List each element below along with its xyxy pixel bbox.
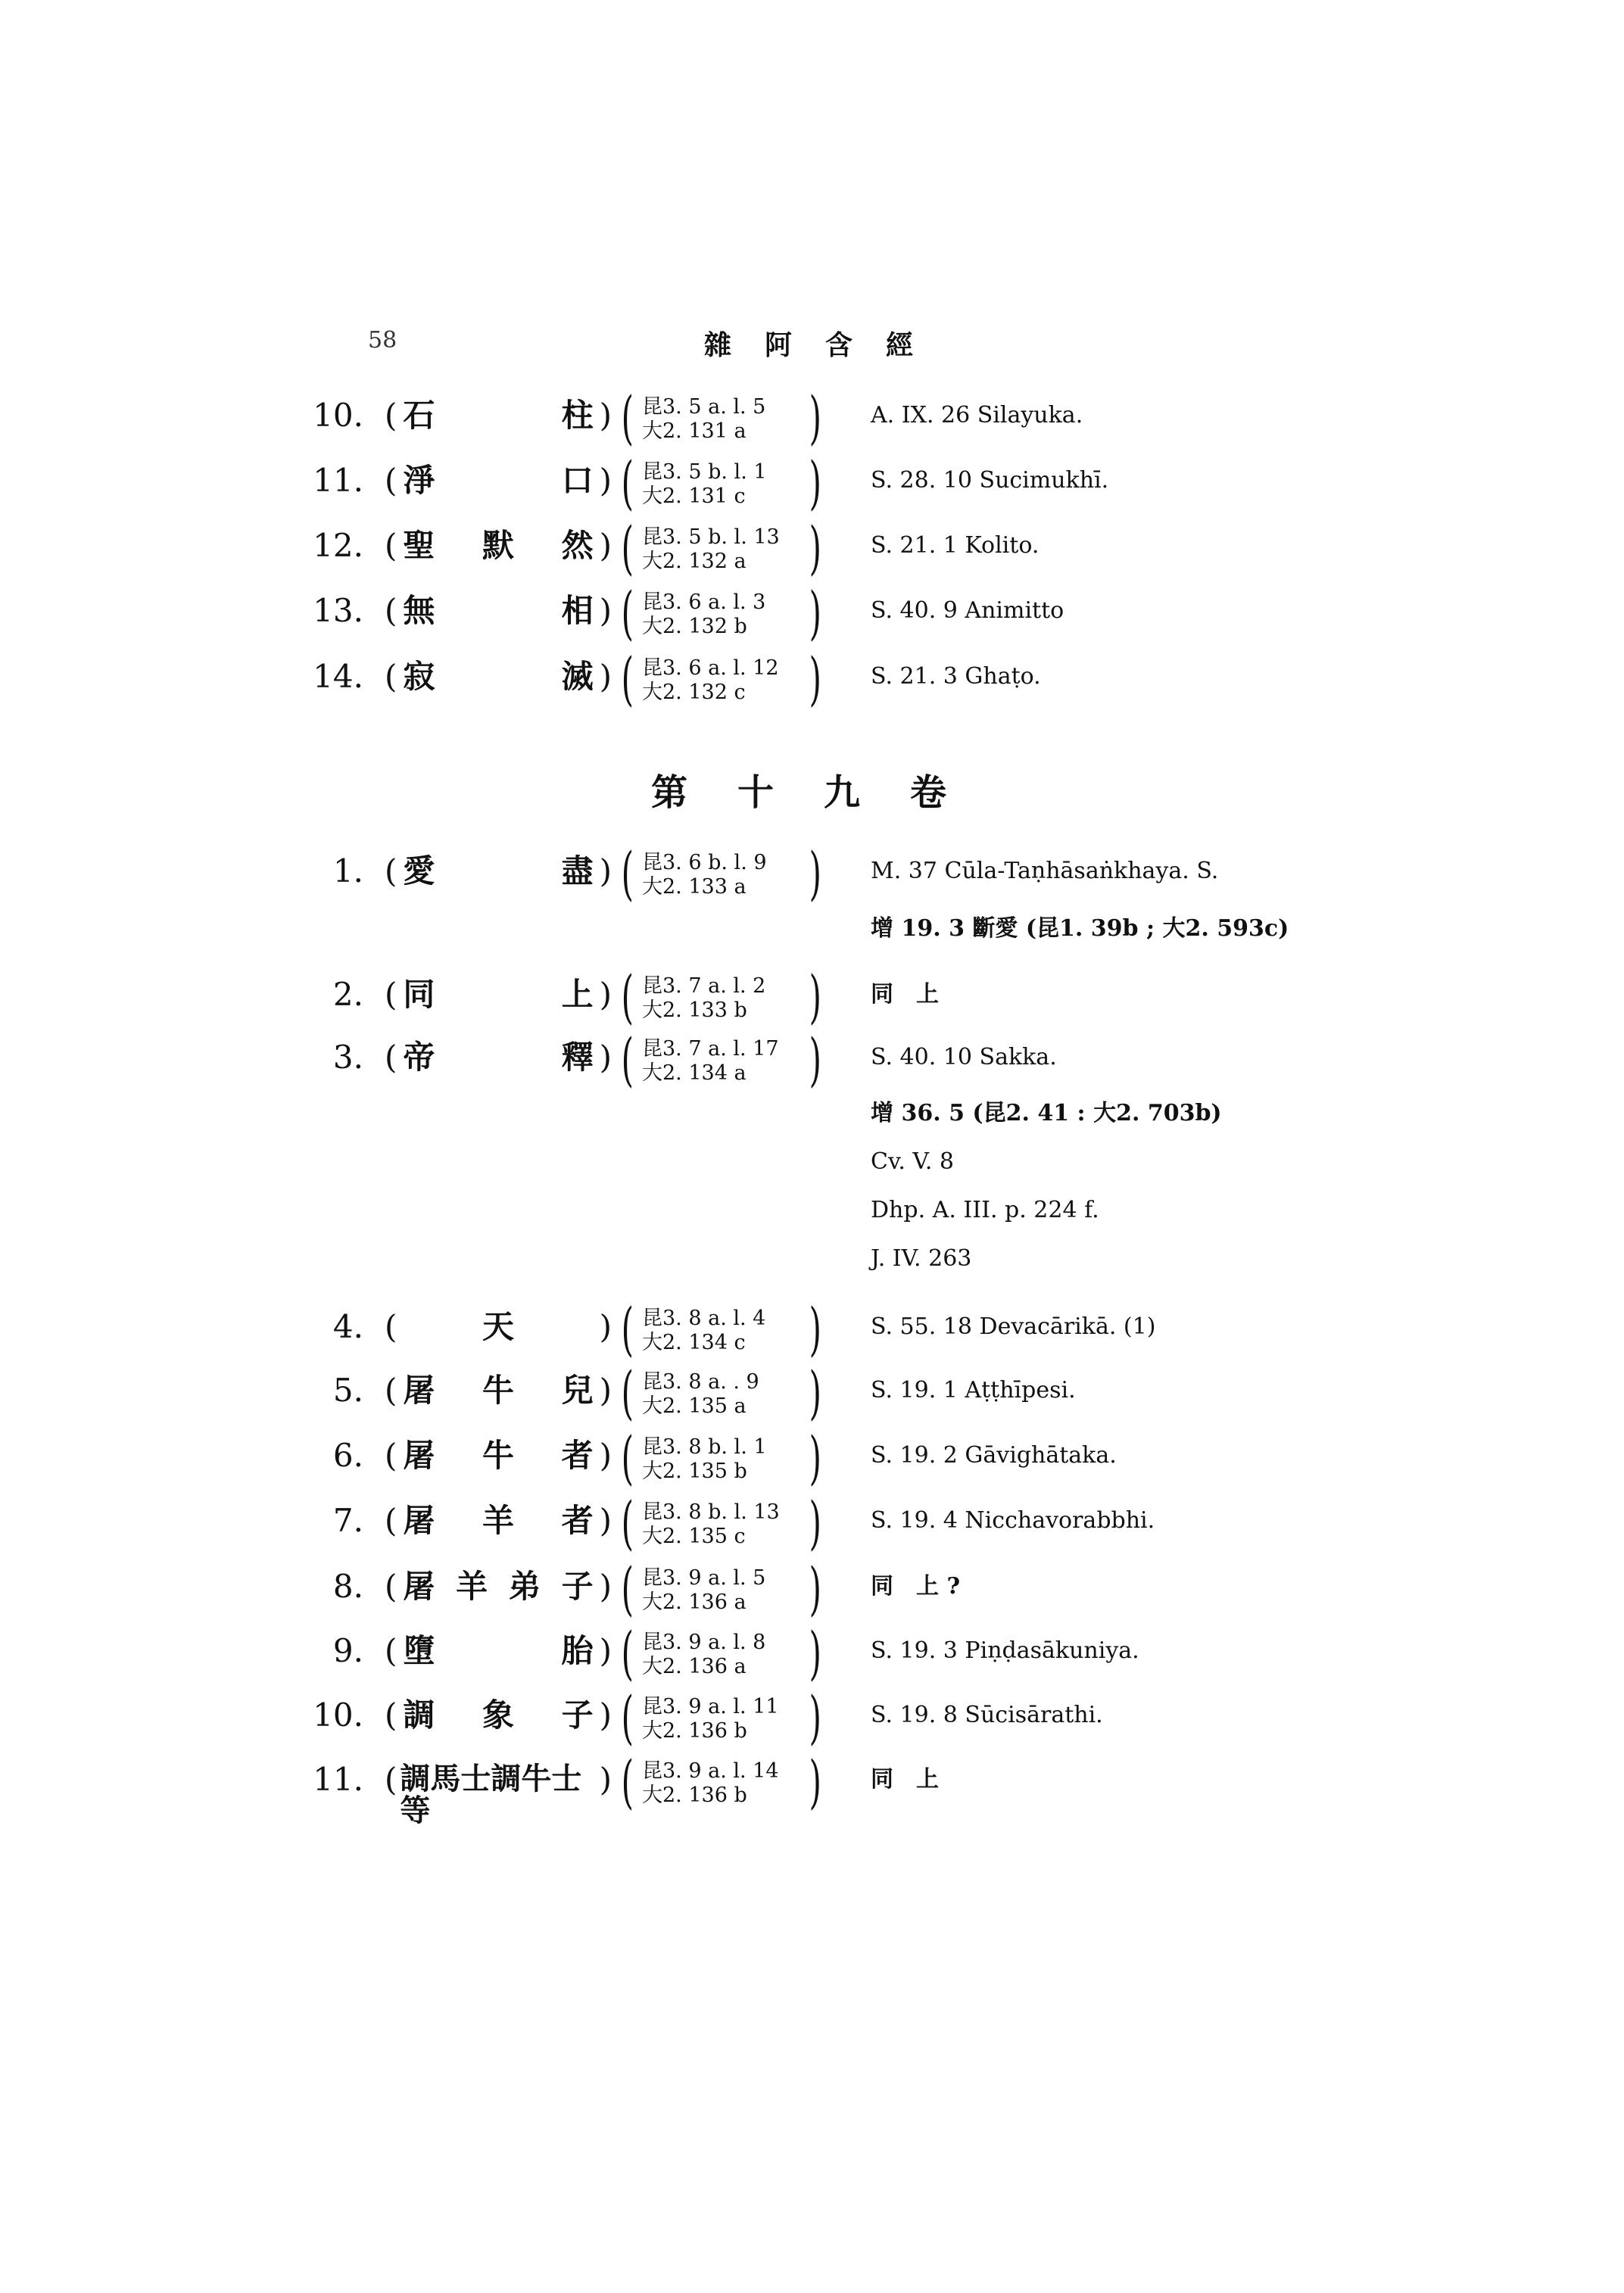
- reference-open-bracket: (: [621, 1555, 634, 1622]
- open-paren: (: [385, 1761, 397, 1798]
- open-paren: (: [385, 592, 397, 629]
- close-paren: ): [599, 1761, 612, 1798]
- close-paren: ): [599, 1308, 612, 1345]
- pali-parallel: S. 21. 1 Kolito.: [871, 532, 1040, 559]
- reference-line-1: 昆3. 9 a. l. 8: [642, 1631, 766, 1654]
- reference-line-2: 大2. 132 c: [642, 681, 746, 704]
- reference-close-bracket: ): [809, 1026, 821, 1093]
- reference-line-2: 大2. 136 a: [642, 1590, 747, 1614]
- text-reference: [621, 514, 849, 583]
- sutra-title-char: 者: [561, 1502, 594, 1539]
- text-reference: [621, 840, 849, 908]
- sutra-title-char: 屠: [403, 1502, 435, 1539]
- reference-line-2: 大2. 134 a: [642, 1061, 747, 1085]
- sutra-title-line: 調馬士調牛士: [400, 1761, 582, 1796]
- section-title: 第十九卷: [651, 771, 997, 814]
- reference-close-bracket: ): [809, 840, 821, 907]
- sutra-title: [385, 592, 612, 629]
- sutra-title-chars: [397, 1761, 599, 1828]
- reference-open-bracket: (: [621, 1424, 634, 1491]
- reference-line-1: 昆3. 9 a. l. 11: [642, 1695, 779, 1718]
- text-reference: [621, 645, 849, 714]
- reference-line-1: 昆3. 8 b. l. 13: [642, 1500, 780, 1524]
- reference-open-bracket: (: [621, 1359, 634, 1426]
- pali-parallel: S. 55. 18 Devacārikā. (1): [871, 1313, 1156, 1340]
- text-reference: [621, 579, 849, 648]
- sutra-title-char: 者: [561, 1437, 594, 1474]
- sutra-title-chars: [397, 1372, 599, 1409]
- sutra-title: [385, 1502, 612, 1539]
- open-paren: (: [385, 1502, 397, 1539]
- reference-open-bracket: (: [621, 1026, 634, 1093]
- additional-parallel: Cv. V. 8: [871, 1148, 954, 1175]
- page-number: 58: [368, 327, 397, 354]
- sutra-title: [385, 1372, 612, 1409]
- sutra-title: [385, 1696, 612, 1734]
- sutra-title: [385, 852, 612, 889]
- entry-number: 9.: [332, 1632, 363, 1669]
- reference-line-2: 大2. 135 b: [642, 1460, 747, 1483]
- sutra-title-char: 愛: [403, 852, 435, 889]
- sutra-title: [385, 1308, 612, 1345]
- additional-parallel: 增 19. 3 斷愛 (昆1. 39b ; 大2. 593c): [871, 915, 1289, 942]
- sutra-title-line: 等: [400, 1793, 431, 1828]
- open-paren: (: [385, 1437, 397, 1474]
- catalog-entry: [0, 1748, 1624, 1828]
- text-reference: [621, 1424, 849, 1493]
- text-reference: [621, 1359, 849, 1428]
- sutra-title-char: 盡: [561, 852, 594, 889]
- pali-parallel: 同 上: [871, 1766, 939, 1793]
- entry-number: 11.: [313, 462, 363, 499]
- open-paren: (: [385, 976, 397, 1013]
- sutra-title-char: 屠: [403, 1568, 435, 1605]
- reference-close-bracket: ): [809, 1359, 821, 1426]
- sutra-title-char: 滅: [561, 658, 594, 695]
- text-reference: [621, 1295, 849, 1364]
- sutra-title-char: 屠: [403, 1437, 435, 1474]
- sutra-title-char: 口: [561, 462, 594, 499]
- entry-number: 3.: [332, 1039, 363, 1076]
- reference-open-bracket: (: [621, 449, 634, 516]
- text-reference: [621, 1619, 849, 1688]
- pali-parallel: S. 19. 4 Nicchavorabbhi.: [871, 1507, 1155, 1534]
- sutra-title-char: 牛: [482, 1372, 514, 1409]
- pali-parallel: S. 19. 8 Sūcisārathi.: [871, 1702, 1103, 1728]
- pali-parallel: 同 上: [871, 981, 939, 1008]
- text-reference: [621, 1026, 849, 1095]
- entry-number: 4.: [332, 1308, 363, 1345]
- pali-parallel: S. 19. 3 Piṇḍasākuniya.: [871, 1637, 1139, 1664]
- close-paren: ): [599, 527, 612, 564]
- sutra-title-char: 默: [482, 527, 514, 564]
- close-paren: ): [599, 1568, 612, 1605]
- sutra-title-char: 羊: [456, 1568, 488, 1605]
- reference-line-2: 大2. 136 a: [642, 1655, 747, 1678]
- sutra-title-char: 無: [403, 592, 435, 629]
- text-reference: [621, 1748, 849, 1817]
- sutra-title: [385, 1761, 612, 1832]
- close-paren: ): [599, 592, 612, 629]
- sutra-title: [385, 1039, 612, 1076]
- text-reference: [621, 449, 849, 518]
- sutra-title-char: 子: [561, 1696, 594, 1734]
- sutra-title-chars: [397, 976, 599, 1013]
- entry-number: 11.: [313, 1761, 363, 1798]
- reference-open-bracket: (: [621, 384, 634, 451]
- sutra-title: [385, 1632, 612, 1669]
- close-paren: ): [599, 1632, 612, 1669]
- close-paren: ): [599, 976, 612, 1013]
- reference-close-bracket: ): [809, 1748, 821, 1815]
- catalog-entry: [0, 1026, 1624, 1272]
- reference-open-bracket: (: [621, 1489, 634, 1556]
- sutra-title-char: 聖: [403, 527, 435, 564]
- pali-parallel: A. IX. 26 Silayuka.: [871, 402, 1083, 428]
- close-paren: ): [599, 1437, 612, 1474]
- sutra-title-char: 帝: [403, 1039, 435, 1076]
- open-paren: (: [385, 462, 397, 499]
- close-paren: ): [599, 1502, 612, 1539]
- reference-line-1: 昆3. 7 a. l. 17: [642, 1037, 779, 1061]
- sutra-title-chars: [397, 1502, 599, 1539]
- reference-close-bracket: ): [809, 1489, 821, 1556]
- sutra-title-char: 柱: [561, 397, 594, 434]
- reference-close-bracket: ): [809, 384, 821, 451]
- reference-line-2: 大2. 134 c: [642, 1331, 746, 1354]
- entry-number: 8.: [332, 1568, 363, 1605]
- sutra-title-char: 牛: [482, 1437, 514, 1474]
- entry-number: 13.: [313, 592, 363, 629]
- entry-number: 10.: [313, 397, 363, 434]
- entry-number: 7.: [332, 1502, 363, 1539]
- reference-line-1: 昆3. 6 b. l. 9: [642, 851, 767, 874]
- running-title: 雜阿含經: [704, 329, 947, 361]
- sutra-title-char: 弟: [508, 1568, 541, 1605]
- entry-number: 2.: [332, 976, 363, 1013]
- sutra-title-chars: [397, 592, 599, 629]
- sutra-title-char: 胎: [561, 1632, 594, 1669]
- reference-open-bracket: (: [621, 579, 634, 646]
- open-paren: (: [385, 1372, 397, 1409]
- sutra-title: [385, 1568, 612, 1605]
- sutra-title-char: 墮: [403, 1632, 435, 1669]
- close-paren: ): [599, 462, 612, 499]
- reference-line-2: 大2. 131 a: [642, 419, 747, 443]
- reference-line-1: 昆3. 7 a. l. 2: [642, 974, 766, 998]
- sutra-title-chars: [397, 1437, 599, 1474]
- pali-parallel: S. 40. 9 Animitto: [871, 597, 1064, 624]
- reference-line-1: 昆3. 8 a. l. 4: [642, 1307, 766, 1330]
- reference-line-2: 大2. 136 b: [642, 1784, 747, 1807]
- reference-open-bracket: (: [621, 1295, 634, 1363]
- sutra-title-chars: [397, 852, 599, 889]
- close-paren: ): [599, 1039, 612, 1076]
- reference-open-bracket: (: [621, 1619, 634, 1687]
- text-reference: [621, 1684, 849, 1752]
- text-reference: [621, 1555, 849, 1624]
- entry-number: 14.: [313, 658, 363, 695]
- additional-parallel: J. IV. 263: [871, 1245, 972, 1272]
- sutra-title-char: 同: [403, 976, 435, 1013]
- reference-close-bracket: ): [809, 1619, 821, 1687]
- sutra-title: [385, 1437, 612, 1474]
- catalog-entry: [0, 645, 1624, 721]
- reference-line-1: 昆3. 8 a. . 9: [642, 1370, 759, 1394]
- sutra-title-char: 子: [561, 1568, 594, 1605]
- reference-close-bracket: ): [809, 1424, 821, 1491]
- sutra-title-char: 上: [561, 976, 594, 1013]
- open-paren: (: [385, 1039, 397, 1076]
- reference-open-bracket: (: [621, 514, 634, 581]
- entry-number: 10.: [313, 1696, 363, 1734]
- reference-line-1: 昆3. 9 a. l. 14: [642, 1759, 779, 1783]
- entry-number: 1.: [332, 852, 363, 889]
- sutra-title-char: 羊: [482, 1502, 514, 1539]
- pali-parallel: S. 19. 2 Gāvighātaka.: [871, 1442, 1117, 1469]
- sutra-title-char: 石: [403, 397, 435, 434]
- sutra-title-chars: [397, 527, 599, 564]
- reference-line-2: 大2. 136 b: [642, 1719, 747, 1743]
- open-paren: (: [385, 1308, 397, 1345]
- sutra-title-chars: [397, 1632, 599, 1669]
- reference-open-bracket: (: [621, 645, 634, 712]
- reference-line-2: 大2. 133 b: [642, 999, 747, 1022]
- pali-parallel: S. 40. 10 Sakka.: [871, 1044, 1057, 1070]
- sutra-title-char: 調: [403, 1696, 435, 1734]
- reference-close-bracket: ): [809, 1295, 821, 1363]
- sutra-title: [385, 976, 612, 1013]
- text-reference: [621, 963, 849, 1032]
- reference-close-bracket: ): [809, 449, 821, 516]
- reference-line-2: 大2. 135 a: [642, 1394, 747, 1418]
- close-paren: ): [599, 397, 612, 434]
- sutra-title-chars: [397, 1039, 599, 1076]
- reference-line-1: 昆3. 6 a. l. 3: [642, 590, 766, 614]
- reference-close-bracket: ): [809, 645, 821, 712]
- pali-parallel: S. 21. 3 Ghaṭo.: [871, 663, 1041, 690]
- sutra-title: [385, 658, 612, 695]
- sutra-title-char: 相: [561, 592, 594, 629]
- reference-close-bracket: ): [809, 963, 821, 1030]
- entry-number: 6.: [332, 1437, 363, 1474]
- sutra-title-char: 淨: [403, 462, 435, 499]
- sutra-title-char: 天: [482, 1308, 514, 1345]
- sutra-title-chars: [397, 1568, 599, 1605]
- entry-number: 5.: [332, 1372, 363, 1409]
- reference-line-1: 昆3. 9 a. l. 5: [642, 1566, 766, 1590]
- reference-line-1: 昆3. 5 a. l. 5: [642, 395, 766, 419]
- sutra-title-chars: [397, 1696, 599, 1734]
- close-paren: ): [599, 1696, 612, 1734]
- pali-parallel: 同 上 ?: [871, 1573, 961, 1600]
- reference-line-2: 大2. 132 b: [642, 615, 747, 638]
- sutra-title-chars: [397, 462, 599, 499]
- reference-line-2: 大2. 131 c: [642, 484, 746, 508]
- open-paren: (: [385, 527, 397, 564]
- pali-parallel: S. 28. 10 Sucimukhī.: [871, 467, 1109, 494]
- open-paren: (: [385, 852, 397, 889]
- additional-parallel: Dhp. A. III. p. 224 f.: [871, 1197, 1099, 1223]
- sutra-title: [385, 397, 612, 434]
- reference-close-bracket: ): [809, 514, 821, 581]
- reference-close-bracket: ): [809, 1555, 821, 1622]
- reference-open-bracket: (: [621, 1748, 634, 1815]
- sutra-title-chars: [397, 397, 599, 434]
- reference-line-2: 大2. 132 a: [642, 550, 747, 573]
- reference-open-bracket: (: [621, 840, 634, 907]
- sutra-title: [385, 462, 612, 499]
- reference-close-bracket: ): [809, 1684, 821, 1751]
- close-paren: ): [599, 1372, 612, 1409]
- close-paren: ): [599, 852, 612, 889]
- reference-line-1: 昆3. 8 b. l. 1: [642, 1435, 767, 1459]
- open-paren: (: [385, 658, 397, 695]
- reference-open-bracket: (: [621, 1684, 634, 1751]
- sutra-title-char: 兒: [561, 1372, 594, 1409]
- sutra-title-char: 象: [482, 1696, 514, 1734]
- open-paren: (: [385, 1568, 397, 1605]
- sutra-title-char: 寂: [403, 658, 435, 695]
- reference-close-bracket: ): [809, 579, 821, 646]
- reference-line-2: 大2. 135 c: [642, 1525, 746, 1548]
- sutra-title-char: 然: [561, 527, 594, 564]
- sutra-title-char: 釋: [561, 1039, 594, 1076]
- open-paren: (: [385, 1632, 397, 1669]
- text-reference: [621, 384, 849, 453]
- reference-line-1: 昆3. 5 b. l. 13: [642, 525, 780, 549]
- reference-line-1: 昆3. 5 b. l. 1: [642, 460, 767, 484]
- sutra-title-char: 屠: [403, 1372, 435, 1409]
- catalog-entry: [0, 840, 1624, 942]
- open-paren: (: [385, 397, 397, 434]
- text-reference: [621, 1489, 849, 1558]
- sutra-title: [385, 527, 612, 564]
- reference-open-bracket: (: [621, 963, 634, 1030]
- pali-parallel: M. 37 Cūla-Taṇhāsaṅkhaya. S.: [871, 858, 1219, 884]
- entry-number: 12.: [313, 527, 363, 564]
- reference-line-2: 大2. 133 a: [642, 875, 747, 899]
- close-paren: ): [599, 658, 612, 695]
- additional-parallel: 增 36. 5 (昆2. 41 : 大2. 703b): [871, 1100, 1222, 1126]
- pali-parallel: S. 19. 1 Aṭṭhīpesi.: [871, 1377, 1076, 1404]
- open-paren: (: [385, 1696, 397, 1734]
- reference-line-1: 昆3. 6 a. l. 12: [642, 656, 779, 680]
- sutra-title-chars: [397, 1308, 599, 1345]
- sutra-title-chars: [397, 658, 599, 695]
